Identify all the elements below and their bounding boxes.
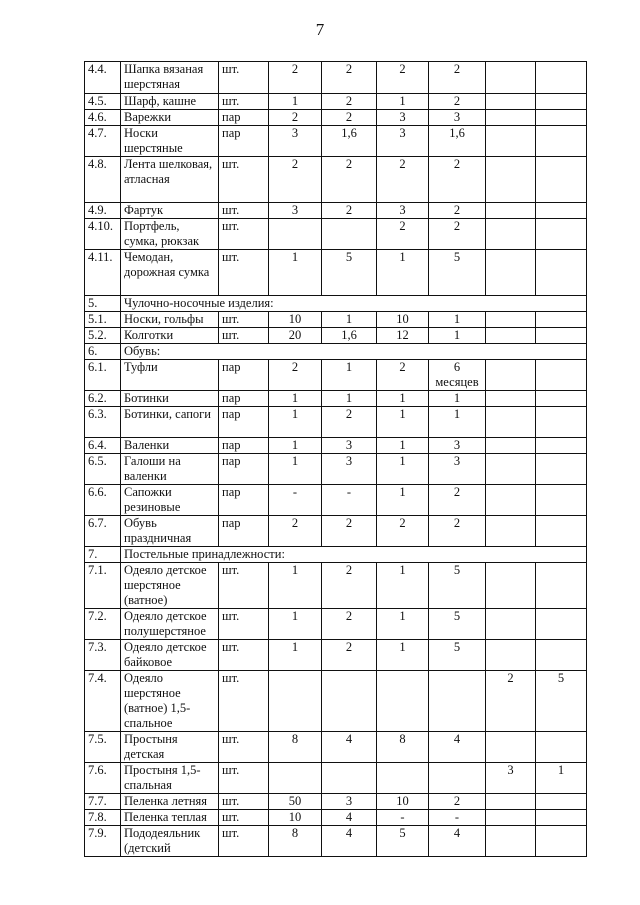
value-cell-c3: 12 bbox=[377, 328, 429, 344]
unit-cell: шт. bbox=[219, 250, 269, 296]
item-name: Чемодан, дорожная сумка bbox=[121, 250, 219, 296]
value-cell-c4: 2 bbox=[429, 794, 486, 810]
value-cell-c1: 2 bbox=[269, 516, 322, 547]
row-number: 6.6. bbox=[85, 485, 121, 516]
row-number: 7.7. bbox=[85, 794, 121, 810]
unit-cell: шт. bbox=[219, 763, 269, 794]
supply-norms-table bbox=[84, 61, 587, 857]
value-cell-c2: 4 bbox=[322, 826, 377, 857]
item-name: Одеяло детское шерстяное (ватное) bbox=[121, 563, 219, 609]
value-cell-c6 bbox=[536, 826, 587, 857]
value-cell-c1: 1 bbox=[269, 438, 322, 454]
value-cell-c2: 2 bbox=[322, 94, 377, 110]
unit-cell: пар bbox=[219, 407, 269, 438]
row-number: 4.10. bbox=[85, 219, 121, 250]
value-cell-c6 bbox=[536, 360, 587, 391]
value-cell-c1: 1 bbox=[269, 454, 322, 485]
value-cell-c2: 1 bbox=[322, 360, 377, 391]
value-cell-c3: 2 bbox=[377, 62, 429, 94]
value-cell-c1: 2 bbox=[269, 110, 322, 126]
value-cell-c3: 3 bbox=[377, 126, 429, 157]
value-cell-c4: 2 bbox=[429, 94, 486, 110]
value-cell-c6 bbox=[536, 126, 587, 157]
value-cell-c1: 1 bbox=[269, 609, 322, 640]
unit-cell: шт. bbox=[219, 794, 269, 810]
value-cell-c2: 3 bbox=[322, 438, 377, 454]
unit-cell: пар bbox=[219, 516, 269, 547]
table-row bbox=[85, 671, 587, 732]
value-cell-c1: 50 bbox=[269, 794, 322, 810]
value-cell-c5 bbox=[486, 126, 536, 157]
value-cell-c2 bbox=[322, 219, 377, 250]
table-row bbox=[85, 157, 587, 203]
value-cell-c5 bbox=[486, 62, 536, 94]
value-cell-c6 bbox=[536, 732, 587, 763]
section-row bbox=[85, 296, 587, 312]
value-cell-c5 bbox=[486, 250, 536, 296]
item-name: Носки, гольфы bbox=[121, 312, 219, 328]
value-cell-c5 bbox=[486, 157, 536, 203]
row-number: 4.7. bbox=[85, 126, 121, 157]
value-cell-c4: 3 bbox=[429, 454, 486, 485]
table-row bbox=[85, 454, 587, 485]
section-row bbox=[85, 344, 587, 360]
value-cell-c6 bbox=[536, 640, 587, 671]
unit-cell: пар bbox=[219, 391, 269, 407]
item-name: Галоши на валенки bbox=[121, 454, 219, 485]
value-cell-c4: 2 bbox=[429, 62, 486, 94]
value-cell-c2: 1,6 bbox=[322, 328, 377, 344]
item-name: Одеяло шерстяное (ватное) 1,5-спальное bbox=[121, 671, 219, 732]
value-cell-c6 bbox=[536, 203, 587, 219]
table-row bbox=[85, 609, 587, 640]
value-cell-c1: 8 bbox=[269, 826, 322, 857]
item-name: Ботинки bbox=[121, 391, 219, 407]
table-row bbox=[85, 640, 587, 671]
value-cell-c4: 3 bbox=[429, 438, 486, 454]
value-cell-c2: 2 bbox=[322, 203, 377, 219]
value-cell-c3: 2 bbox=[377, 157, 429, 203]
value-cell-c6: 1 bbox=[536, 763, 587, 794]
value-cell-c3 bbox=[377, 671, 429, 732]
value-cell-c4: 3 bbox=[429, 110, 486, 126]
row-number: 7.3. bbox=[85, 640, 121, 671]
value-cell-c1: - bbox=[269, 485, 322, 516]
value-cell-c1: 1 bbox=[269, 563, 322, 609]
table-row bbox=[85, 126, 587, 157]
item-name: Фартук bbox=[121, 203, 219, 219]
item-name: Носки шерстяные bbox=[121, 126, 219, 157]
value-cell-c1: 3 bbox=[269, 203, 322, 219]
value-cell-c3: 1 bbox=[377, 94, 429, 110]
value-cell-c4: 4 bbox=[429, 732, 486, 763]
value-cell-c3: 5 bbox=[377, 826, 429, 857]
value-cell-c2: 3 bbox=[322, 454, 377, 485]
row-number: 7.2. bbox=[85, 609, 121, 640]
unit-cell: пар bbox=[219, 360, 269, 391]
value-cell-c2 bbox=[322, 671, 377, 732]
unit-cell: шт. bbox=[219, 640, 269, 671]
value-cell-c6 bbox=[536, 454, 587, 485]
table-row bbox=[85, 794, 587, 810]
value-cell-c4: 1 bbox=[429, 328, 486, 344]
row-number: 5.2. bbox=[85, 328, 121, 344]
table-row bbox=[85, 810, 587, 826]
row-number: 7.4. bbox=[85, 671, 121, 732]
table-body bbox=[85, 62, 587, 857]
table-row bbox=[85, 516, 587, 547]
value-cell-c1: 1 bbox=[269, 407, 322, 438]
value-cell-c5 bbox=[486, 219, 536, 250]
table-row bbox=[85, 203, 587, 219]
value-cell-c2: 2 bbox=[322, 407, 377, 438]
value-cell-c5 bbox=[486, 516, 536, 547]
table-row bbox=[85, 763, 587, 794]
value-cell-c2: 2 bbox=[322, 516, 377, 547]
table-row bbox=[85, 250, 587, 296]
item-name: Простыня 1,5-спальная bbox=[121, 763, 219, 794]
row-number: 7.5. bbox=[85, 732, 121, 763]
value-cell-c6 bbox=[536, 62, 587, 94]
value-cell-c6 bbox=[536, 328, 587, 344]
value-cell-c5 bbox=[486, 563, 536, 609]
value-cell-c3: 1 bbox=[377, 485, 429, 516]
value-cell-c5: 2 bbox=[486, 671, 536, 732]
row-number: 6.7. bbox=[85, 516, 121, 547]
value-cell-c4: 2 bbox=[429, 516, 486, 547]
value-cell-c6 bbox=[536, 794, 587, 810]
value-cell-c2: 2 bbox=[322, 110, 377, 126]
value-cell-c3: 10 bbox=[377, 312, 429, 328]
value-cell-c1 bbox=[269, 763, 322, 794]
value-cell-c4: 2 bbox=[429, 485, 486, 516]
value-cell-c5: 3 bbox=[486, 763, 536, 794]
row-number: 4.6. bbox=[85, 110, 121, 126]
unit-cell: шт. bbox=[219, 203, 269, 219]
value-cell-c1 bbox=[269, 671, 322, 732]
table-row bbox=[85, 219, 587, 250]
row-number: 6.1. bbox=[85, 360, 121, 391]
item-name: Лента шелковая, атласная bbox=[121, 157, 219, 203]
value-cell-c6 bbox=[536, 250, 587, 296]
value-cell-c3: 8 bbox=[377, 732, 429, 763]
value-cell-c2: 2 bbox=[322, 157, 377, 203]
item-name: Одеяло детское байковое bbox=[121, 640, 219, 671]
value-cell-c6 bbox=[536, 407, 587, 438]
unit-cell: шт. bbox=[219, 94, 269, 110]
table-row bbox=[85, 360, 587, 391]
value-cell-c5 bbox=[486, 794, 536, 810]
table-row bbox=[85, 485, 587, 516]
table-row bbox=[85, 110, 587, 126]
value-cell-c6 bbox=[536, 563, 587, 609]
value-cell-c4 bbox=[429, 671, 486, 732]
unit-cell: шт. bbox=[219, 219, 269, 250]
section-title: Чулочно-носочные изделия: bbox=[121, 296, 587, 312]
row-number: 7.6. bbox=[85, 763, 121, 794]
value-cell-c5 bbox=[486, 454, 536, 485]
value-cell-c2: 5 bbox=[322, 250, 377, 296]
row-number: 6.4. bbox=[85, 438, 121, 454]
value-cell-c3: 1 bbox=[377, 609, 429, 640]
value-cell-c4: 1 bbox=[429, 312, 486, 328]
section-title: Постельные принадлежности: bbox=[121, 547, 587, 563]
value-cell-c3: 1 bbox=[377, 391, 429, 407]
row-number: 7.8. bbox=[85, 810, 121, 826]
value-cell-c4: 2 bbox=[429, 203, 486, 219]
value-cell-c1: 1 bbox=[269, 391, 322, 407]
value-cell-c1 bbox=[269, 219, 322, 250]
value-cell-c6 bbox=[536, 516, 587, 547]
value-cell-c2: - bbox=[322, 485, 377, 516]
value-cell-c2: 2 bbox=[322, 609, 377, 640]
item-name: Шапка вязаная шерстяная bbox=[121, 62, 219, 94]
value-cell-c5 bbox=[486, 609, 536, 640]
value-cell-c5 bbox=[486, 810, 536, 826]
value-cell-c3: 3 bbox=[377, 203, 429, 219]
value-cell-c4: 2 bbox=[429, 157, 486, 203]
value-cell-c3: 2 bbox=[377, 516, 429, 547]
value-cell-c4: 5 bbox=[429, 563, 486, 609]
value-cell-c3: 3 bbox=[377, 110, 429, 126]
value-cell-c4: 5 bbox=[429, 250, 486, 296]
value-cell-c5 bbox=[486, 328, 536, 344]
value-cell-c2: 2 bbox=[322, 563, 377, 609]
row-number: 4.9. bbox=[85, 203, 121, 219]
value-cell-c2: 2 bbox=[322, 640, 377, 671]
value-cell-c2: 1,6 bbox=[322, 126, 377, 157]
page-number: 7 bbox=[315, 20, 325, 39]
unit-cell: шт. bbox=[219, 312, 269, 328]
value-cell-c4: - bbox=[429, 810, 486, 826]
value-cell-c4: 6 месяцев bbox=[429, 360, 486, 391]
row-number: 4.4. bbox=[85, 62, 121, 94]
item-name: Обувь праздничная bbox=[121, 516, 219, 547]
item-name: Простыня детская bbox=[121, 732, 219, 763]
unit-cell: шт. bbox=[219, 826, 269, 857]
value-cell-c5 bbox=[486, 826, 536, 857]
table-row bbox=[85, 438, 587, 454]
table-row bbox=[85, 732, 587, 763]
item-name: Туфли bbox=[121, 360, 219, 391]
row-number: 4.8. bbox=[85, 157, 121, 203]
value-cell-c3: 1 bbox=[377, 250, 429, 296]
table-row bbox=[85, 312, 587, 328]
value-cell-c6 bbox=[536, 312, 587, 328]
row-number: 6. bbox=[85, 344, 121, 360]
value-cell-c5 bbox=[486, 640, 536, 671]
value-cell-c2: 1 bbox=[322, 391, 377, 407]
item-name: Варежки bbox=[121, 110, 219, 126]
section-row bbox=[85, 547, 587, 563]
value-cell-c1: 10 bbox=[269, 810, 322, 826]
item-name: Одеяло детское полушерстяное bbox=[121, 609, 219, 640]
item-name: Пеленка летняя bbox=[121, 794, 219, 810]
value-cell-c1: 20 bbox=[269, 328, 322, 344]
row-number: 4.5. bbox=[85, 94, 121, 110]
unit-cell: пар bbox=[219, 126, 269, 157]
row-number: 7. bbox=[85, 547, 121, 563]
value-cell-c5 bbox=[486, 203, 536, 219]
value-cell-c3: 1 bbox=[377, 640, 429, 671]
value-cell-c3: 1 bbox=[377, 407, 429, 438]
value-cell-c3: - bbox=[377, 810, 429, 826]
value-cell-c6 bbox=[536, 94, 587, 110]
value-cell-c3: 1 bbox=[377, 563, 429, 609]
value-cell-c4: 4 bbox=[429, 826, 486, 857]
value-cell-c4: 1 bbox=[429, 391, 486, 407]
item-name: Ботинки, сапоги bbox=[121, 407, 219, 438]
value-cell-c5 bbox=[486, 391, 536, 407]
value-cell-c3: 1 bbox=[377, 438, 429, 454]
table-row bbox=[85, 94, 587, 110]
value-cell-c6: 5 bbox=[536, 671, 587, 732]
value-cell-c5 bbox=[486, 438, 536, 454]
value-cell-c5 bbox=[486, 94, 536, 110]
value-cell-c3: 2 bbox=[377, 219, 429, 250]
value-cell-c3: 1 bbox=[377, 454, 429, 485]
table-row bbox=[85, 328, 587, 344]
value-cell-c6 bbox=[536, 391, 587, 407]
table-row bbox=[85, 407, 587, 438]
value-cell-c5 bbox=[486, 732, 536, 763]
unit-cell: пар bbox=[219, 454, 269, 485]
section-title: Обувь: bbox=[121, 344, 587, 360]
value-cell-c1: 2 bbox=[269, 360, 322, 391]
value-cell-c6 bbox=[536, 219, 587, 250]
unit-cell: шт. bbox=[219, 62, 269, 94]
row-number: 6.2. bbox=[85, 391, 121, 407]
unit-cell: шт. bbox=[219, 609, 269, 640]
table-row bbox=[85, 826, 587, 857]
value-cell-c5 bbox=[486, 110, 536, 126]
value-cell-c5 bbox=[486, 485, 536, 516]
unit-cell: пар bbox=[219, 485, 269, 516]
value-cell-c4: 1 bbox=[429, 407, 486, 438]
item-name: Портфель, сумка, рюкзак bbox=[121, 219, 219, 250]
value-cell-c6 bbox=[536, 485, 587, 516]
value-cell-c4: 5 bbox=[429, 640, 486, 671]
unit-cell: пар bbox=[219, 110, 269, 126]
unit-cell: шт. bbox=[219, 157, 269, 203]
value-cell-c5 bbox=[486, 407, 536, 438]
value-cell-c6 bbox=[536, 438, 587, 454]
value-cell-c1: 3 bbox=[269, 126, 322, 157]
value-cell-c5 bbox=[486, 360, 536, 391]
unit-cell: шт. bbox=[219, 732, 269, 763]
unit-cell: пар bbox=[219, 438, 269, 454]
table-row bbox=[85, 563, 587, 609]
value-cell-c4: 5 bbox=[429, 609, 486, 640]
item-name: Шарф, кашне bbox=[121, 94, 219, 110]
value-cell-c2 bbox=[322, 763, 377, 794]
value-cell-c1: 10 bbox=[269, 312, 322, 328]
item-name: Сапожки резиновые bbox=[121, 485, 219, 516]
value-cell-c1: 8 bbox=[269, 732, 322, 763]
value-cell-c6 bbox=[536, 110, 587, 126]
item-name: Колготки bbox=[121, 328, 219, 344]
unit-cell: шт. bbox=[219, 328, 269, 344]
value-cell-c1: 1 bbox=[269, 640, 322, 671]
table-row bbox=[85, 391, 587, 407]
value-cell-c4 bbox=[429, 763, 486, 794]
row-number: 5.1. bbox=[85, 312, 121, 328]
value-cell-c4: 1,6 bbox=[429, 126, 486, 157]
row-number: 4.11. bbox=[85, 250, 121, 296]
value-cell-c6 bbox=[536, 157, 587, 203]
value-cell-c6 bbox=[536, 609, 587, 640]
row-number: 7.9. bbox=[85, 826, 121, 857]
value-cell-c2: 4 bbox=[322, 810, 377, 826]
value-cell-c3: 2 bbox=[377, 360, 429, 391]
value-cell-c1: 1 bbox=[269, 250, 322, 296]
unit-cell: шт. bbox=[219, 563, 269, 609]
value-cell-c2: 1 bbox=[322, 312, 377, 328]
item-name: Пододеяльник (детский bbox=[121, 826, 219, 857]
value-cell-c2: 3 bbox=[322, 794, 377, 810]
value-cell-c1: 2 bbox=[269, 62, 322, 94]
item-name: Валенки bbox=[121, 438, 219, 454]
value-cell-c6 bbox=[536, 810, 587, 826]
value-cell-c2: 2 bbox=[322, 62, 377, 94]
value-cell-c2: 4 bbox=[322, 732, 377, 763]
value-cell-c3 bbox=[377, 763, 429, 794]
value-cell-c1: 1 bbox=[269, 94, 322, 110]
value-cell-c1: 2 bbox=[269, 157, 322, 203]
value-cell-c3: 10 bbox=[377, 794, 429, 810]
unit-cell: шт. bbox=[219, 671, 269, 732]
row-number: 5. bbox=[85, 296, 121, 312]
row-number: 6.5. bbox=[85, 454, 121, 485]
unit-cell: шт. bbox=[219, 810, 269, 826]
table-row bbox=[85, 62, 587, 94]
value-cell-c4: 2 bbox=[429, 219, 486, 250]
value-cell-c5 bbox=[486, 312, 536, 328]
row-number: 6.3. bbox=[85, 407, 121, 438]
item-name: Пеленка теплая bbox=[121, 810, 219, 826]
row-number: 7.1. bbox=[85, 563, 121, 609]
